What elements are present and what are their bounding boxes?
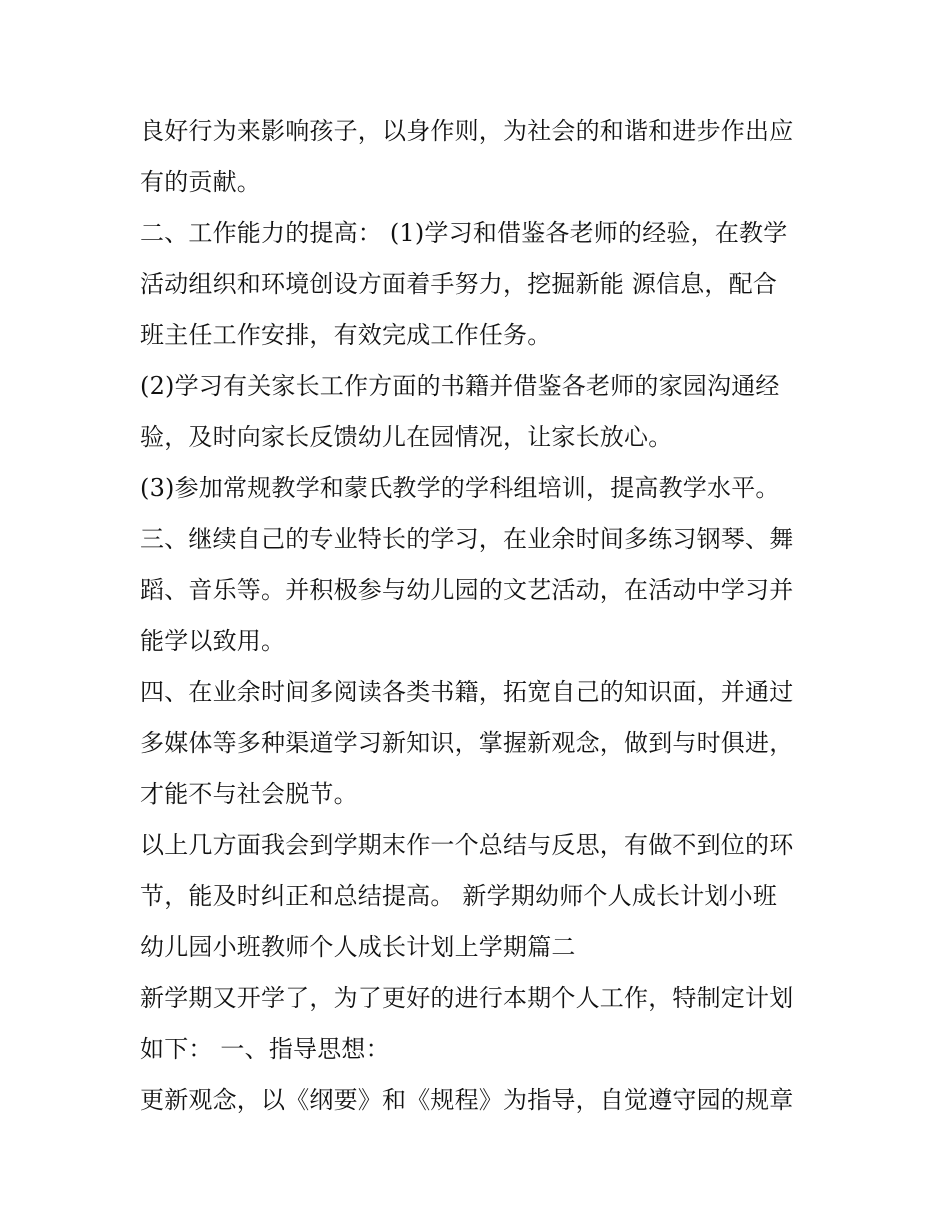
text-line: 新学期又开学了，为了更好的进行本期个人工作，特制定计划 bbox=[140, 984, 794, 1012]
document-body bbox=[140, 106, 820, 1126]
text-line: 蹈、音乐等。并积极参与幼儿园的文艺活动，在活动中学习并 bbox=[140, 576, 794, 604]
text-line: 能学以致用。 bbox=[140, 627, 286, 655]
text-line: 多媒体等多种渠道学习新知识，掌握新观念，做到与时俱进， bbox=[140, 729, 794, 757]
text-line: 才能不与社会脱节。 bbox=[140, 780, 358, 808]
text-line: 节，能及时纠正和总结提高。 新学期幼师个人成长计划小班 bbox=[140, 882, 778, 910]
text-line: 以上几方面我会到学期末作一个总结与反思，有做不到位的环 bbox=[140, 831, 794, 859]
text-line: 更新观念，以《纲要》和《规程》为指导，自觉遵守园的规章 bbox=[140, 1086, 794, 1114]
text-line: 幼儿园小班教师个人成长计划上学期篇二 bbox=[140, 933, 576, 961]
text-line: 有的贡献。 bbox=[140, 168, 261, 196]
text-line: 良好行为来影响孩子，以身作则，为社会的和谐和进步作出应 bbox=[140, 117, 794, 145]
text-line: 四、在业余时间多阅读各类书籍，拓宽自己的知识面，并通过 bbox=[140, 678, 794, 706]
text-line: 如下： 一、指导思想： bbox=[140, 1035, 390, 1063]
text-line: (3)参加常规教学和蒙氏教学的学科组培训，提高教学水平。 bbox=[140, 474, 780, 502]
text-line: (2)学习有关家长工作方面的书籍并借鉴各老师的家园沟通经 bbox=[140, 372, 780, 400]
text-line: 验，及时向家长反馈幼儿在园情况，让家长放心。 bbox=[140, 423, 673, 451]
text-line: 三、继续自己的专业特长的学习，在业余时间多练习钢琴、舞 bbox=[140, 525, 794, 553]
text-line: 班主任工作安排，有效完成工作任务。 bbox=[140, 321, 552, 349]
text-line: 活动组织和环境创设方面着手努力，挖掘新能 源信息，配合 bbox=[140, 270, 778, 298]
text-line: 二、工作能力的提高： (1)学习和借鉴各老师的经验，在教学 bbox=[140, 219, 788, 247]
